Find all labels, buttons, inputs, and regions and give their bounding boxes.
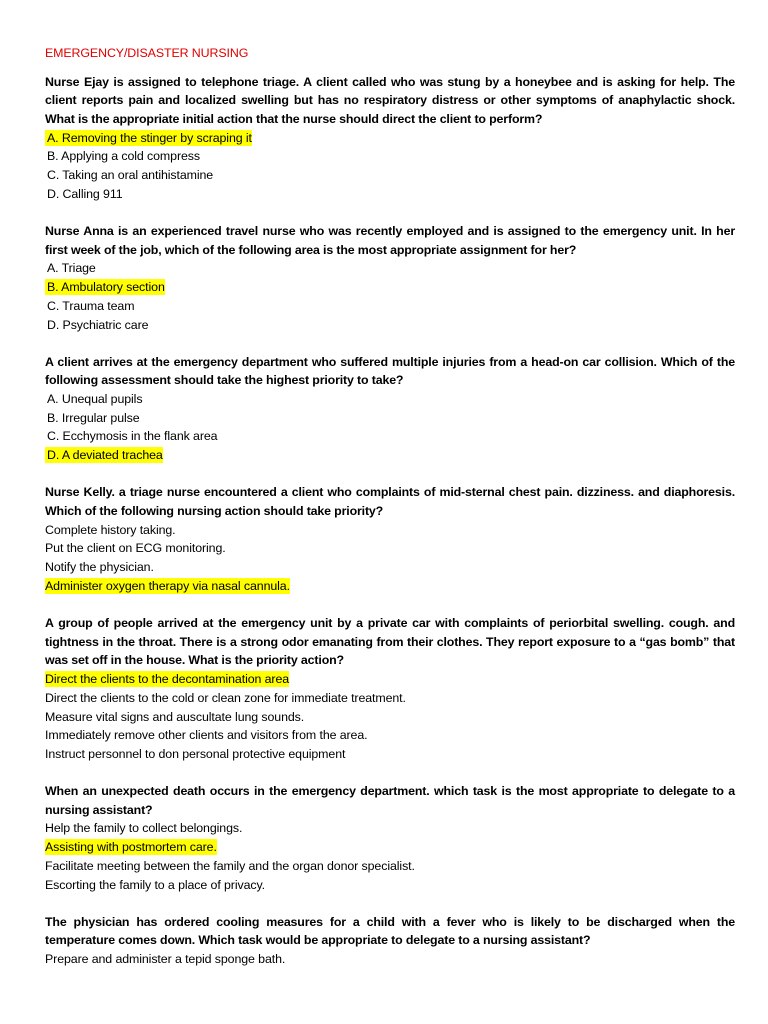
answer-options — [45, 390, 735, 465]
answer-option — [45, 166, 735, 185]
answer-option-label: Notify the physician. — [45, 560, 154, 575]
question-list — [45, 73, 735, 969]
answer-options — [45, 259, 735, 334]
answer-option — [45, 819, 735, 838]
answer-option-label: Facilitate meeting between the family and the organ donor specialist. — [45, 858, 415, 873]
question-block — [45, 353, 735, 484]
answer-option-highlighted — [45, 670, 735, 689]
answer-option — [45, 876, 735, 895]
answer-options — [45, 819, 735, 894]
answer-option — [45, 427, 735, 446]
question-spacer — [45, 465, 735, 484]
answer-option — [45, 745, 735, 764]
question-block — [45, 73, 735, 222]
answer-option-label: Escorting the family to a place of privacy. — [45, 877, 265, 892]
answer-option — [45, 558, 735, 577]
question-text: Nurse Anna is an experienced travel nurse who was recently employed and is assigned to the emergency unit. In her first week of the job, which of the following area is the most appropriate assignment for her? — [45, 224, 735, 257]
answer-option-label: C. Taking an oral antihistamine — [47, 168, 214, 183]
answer-option-label: D. Psychiatric care — [47, 317, 149, 332]
question-text: Nurse Ejay is assigned to telephone triage. A client called who was stung by a honeybee and is asking for help. The client reports pain and localized swelling but has no respiratory distress or other symptoms of anaphylactic shock. What is the appropriate initial action that the nurse should direct the client to perform? — [45, 74, 735, 127]
question-block — [45, 782, 735, 913]
answer-option — [45, 950, 735, 969]
answer-option-label: B. Ambulatory section — [47, 280, 165, 295]
answer-option — [45, 259, 735, 278]
answer-option-highlighted — [45, 129, 735, 148]
answer-options — [45, 521, 735, 596]
question-spacer — [45, 334, 735, 353]
answer-option — [45, 185, 735, 204]
answer-options — [45, 670, 735, 763]
answer-option-label: Immediately remove other clients and visitors from the area. — [45, 728, 368, 743]
answer-option — [45, 689, 735, 708]
question-spacer — [45, 764, 735, 783]
question-text: A group of people arrived at the emergency unit by a private car with complaints of periorbital swelling. cough. and tightness in the throat. There is a strong odor emanating from their clothes. They report exposure to a “gas bomb” that was set off in the house. What is the priority action? — [45, 616, 735, 668]
question-text: The physician has ordered cooling measures for a child with a fever who is likely to be discharged when the temperature comes down. Which task would be appropriate to delegate to a nursing assistant? — [45, 914, 735, 948]
answer-option-label: C. Trauma team — [47, 298, 135, 313]
question-block — [45, 614, 735, 782]
answer-option-highlighted — [45, 577, 735, 596]
answer-option-label: B. Irregular pulse — [47, 410, 140, 425]
document-page — [45, 44, 735, 969]
answer-option-label: Direct the clients to the decontamination area — [45, 672, 290, 687]
answer-option-label: C. Ecchymosis in the flank area — [47, 429, 218, 444]
answer-option-label: Direct the clients to the cold or clean zone for immediate treatment. — [45, 690, 406, 705]
question-spacer — [45, 596, 735, 615]
answer-option-label: Complete history taking. — [45, 522, 176, 537]
answer-option-label: Put the client on ECG monitoring. — [45, 541, 226, 556]
answer-option — [45, 147, 735, 166]
answer-option-label: A. Unequal pupils — [47, 392, 143, 407]
answer-option-label: D. A deviated trachea — [47, 448, 163, 463]
answer-option — [45, 857, 735, 876]
answer-option-label: Instruct personnel to don personal protective equipment — [45, 746, 346, 761]
answer-option — [45, 726, 735, 745]
answer-option-highlighted — [45, 278, 735, 297]
question-spacer — [45, 204, 735, 223]
answer-options — [45, 129, 735, 204]
question-block — [45, 483, 735, 614]
answer-option-label: B. Applying a cold compress — [47, 149, 200, 164]
answer-option — [45, 539, 735, 558]
question-spacer — [45, 894, 735, 913]
answer-option-label: A. Triage — [47, 261, 96, 276]
answer-option-label: A. Removing the stinger by scraping it — [47, 130, 252, 145]
answer-option-label: Prepare and administer a tepid sponge bath. — [45, 952, 286, 967]
answer-option — [45, 409, 735, 428]
answer-option — [45, 297, 735, 316]
question-text: Nurse Kelly. a triage nurse encountered a client who complaints of mid-sternal chest pain. dizziness. and diaphoresis. Which of the following nursing action should take priority? — [45, 485, 735, 519]
question-block — [45, 913, 735, 969]
answer-option-label: Assisting with postmortem care. — [45, 840, 217, 855]
answer-option — [45, 708, 735, 727]
answer-options — [45, 950, 735, 969]
answer-option-highlighted — [45, 838, 735, 857]
question-block — [45, 222, 735, 353]
answer-option — [45, 316, 735, 335]
answer-option-label: Administer oxygen therapy via nasal cannula. — [45, 578, 290, 593]
answer-option-label: D. Calling 911 — [47, 186, 123, 201]
answer-option — [45, 521, 735, 540]
answer-option-label: Help the family to collect belongings. — [45, 821, 243, 836]
question-text: A client arrives at the emergency department who suffered multiple injuries from a head-on car collision. Which of the following assessment should take the highest priority to take? — [45, 354, 735, 388]
answer-option — [45, 390, 735, 409]
question-text: When an unexpected death occurs in the emergency department. which task is the most appropriate to delegate to a nursing assistant? — [45, 784, 735, 817]
answer-option-label: Measure vital signs and auscultate lung sounds. — [45, 709, 305, 724]
answer-option-highlighted — [45, 446, 735, 465]
document-title: EMERGENCY/DISASTER NURSING — [45, 46, 249, 60]
